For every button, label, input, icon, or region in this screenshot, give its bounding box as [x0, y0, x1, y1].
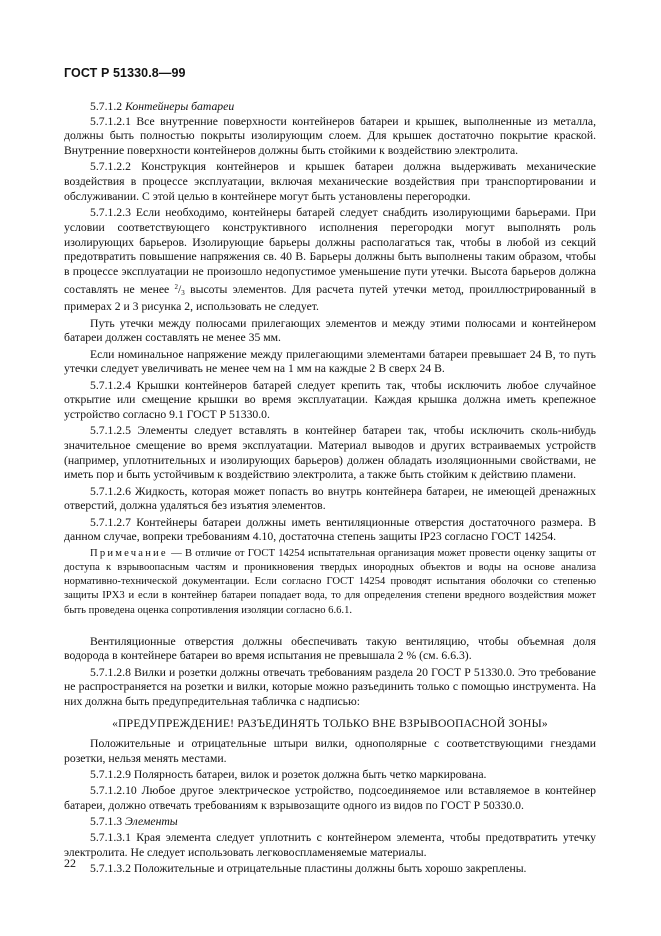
paragraph-5-7-1-3-2: 5.7.1.3.2 Положительные и отрицательные пластины должны быть хорошо закреплены.: [90, 862, 527, 876]
note-text: — В отличие от ГОСТ 14254 испытательная организация может провести оценку защиты от доступа к взрывоопасным частям и проникновения твердых инородных объектов и воды на основе анализа нормативно-технической документации. Если согласно ГОСТ 14254 проводят испытания оболочки со степенью защиты IPX3 и если в контейнер батареи попадает вода, то для определения степени вредного воздействия может быть проведена оценка сопротивления изоляции согласно 6.6.1.: [64, 547, 596, 616]
note: [64, 547, 596, 618]
note-label: Примечание: [90, 547, 168, 559]
section-title: Контейнеры батареи: [125, 100, 235, 113]
paragraph-5-7-1-2-2: 5.7.1.2.2 Конструкция контейнеров и крышек батареи должна выдерживать механические воздействия в процессе эксплуатации, включая механические воздействия при транспортировании и обслуживании. С этой целью в контейнере могут быть установлены перегородки.: [64, 160, 596, 203]
paragraph-nominal-voltage: Если номинальное напряжение между прилегающими элементами батареи превышает 24 В, то путь утечки следует увеличивать не менее чем на 1 мм на каждые 2 В сверх 24 В.: [64, 347, 596, 376]
paragraph-5-7-1-2-9: 5.7.1.2.9 Полярность батареи, вилок и розеток должна быть четко маркирована.: [90, 767, 487, 781]
paragraph-5-7-1-2-1: 5.7.1.2.1 Все внутренние поверхности контейнеров батареи и крышек, выполненные из металла, должны быть полностью покрыты изолирующим слоем. Для крышек достаточно покрытие краской. Внутренние поверхности контейнеров должны быть стойкими к воздействию электролита.: [64, 114, 596, 158]
section-number: 5.7.1.3: [90, 815, 123, 829]
paragraph-text-part1: 5.7.1.2.3 Если необходимо, контейнеры батарей следует снабдить изолирующими барьерами. При условии соответствующего конструктивного исполнения перегородки могут выполнять роль изолирующих барьеров. Изолирующие барьеры должны располагаться так, чтобы в любой из секций предотвратить повышение напряжения св. 40 В. Барьеры должны быть выполнены таким образом, чтобы в процессе эксплуатации не произошло недопустимое уменьшение пути утечки. Высота барьеров должна составлять не менее: [64, 206, 596, 296]
fraction-denominator: 3: [181, 288, 185, 297]
fraction-numerator: 2: [174, 282, 179, 291]
paragraph-5-7-1-2-6: 5.7.1.2.6 Жидкость, которая может попасть во внутрь контейнера батареи, не имеющей дренажных отверстий, должна удаляться без изъятия элементов.: [64, 484, 596, 513]
document-body: [64, 100, 596, 877]
section-number: 5.7.1.2: [90, 100, 123, 113]
paragraph-5-7-1-3-1: 5.7.1.3.1 Края элемента следует уплотнить с контейнером элемента, чтобы предотвратить утечку электролита. Не следует использовать легковоспламеняемые материалы.: [64, 831, 596, 860]
section-title: Элементы: [125, 815, 178, 829]
paragraph-5-7-1-2-7: 5.7.1.2.7 Контейнеры батареи должны иметь вентиляционные отверстия достаточного размера. В данном случае, вопреки требованиям 4.10, достаточна степень защиты IP23 согласно ГОСТ 14254.: [64, 515, 596, 544]
paragraph-ventilation: Вентиляционные отверстия должны обеспечивать такую вентиляцию, чтобы объемная доля водорода в контейнере батареи во время испытания не превышала 2 % (см. 6.6.3).: [64, 634, 596, 663]
section-heading-5-7-1-3: [64, 815, 596, 830]
paragraph-text-part2: высоты элементов. Для расчета путей утечки метод, проиллюстрированный в примерах 2 и 3 рисунка 2, использовать не следует.: [64, 282, 597, 314]
paragraph-5-7-1-2-3: 5.7.1.2.3 Если необходимо, контейнеры батарей следует снабдить изолирующими барьерами. При условии соответствующего конструктивного исполнения перегородки могут выполнять роль изолирующих барьеров. Изолирующие барьеры должны располагаться так, чтобы в любой из секций предотвратить повышение напряжения св. 40 В. Барьеры должны быть выполнены таким образом, чтобы в процессе эксплуатации не произошло недопустимое уменьшение пути утечки. Высота барьеров должна составлять не менее $^2/_3$ высоты элементов. Для расчета путей утечки метод, проиллюстрированный в примерах 2 и 3 рисунка 2, использовать не следует.: [64, 206, 597, 314]
warning-label-text: «ПРЕДУПРЕЖДЕНИЕ! РАЗЪЕДИНЯТЬ ТОЛЬКО ВНЕ ВЗРЫВООПАСНОЙ ЗОНЫ»: [112, 716, 548, 730]
paragraph-5-7-1-2-5: 5.7.1.2.5 Элементы следует вставлять в контейнер батареи так, чтобы исключить сколь-нибудь значительное смещение во время эксплуатации. Материал выводов и других встраиваемых устройств (например, уплотнительных и изолирующих барьеров) должен обладать изоляционными свойствами, не иметь пор и быть устойчивым к воздействию электролита, а также быть стойким к действию пламени.: [64, 424, 596, 482]
paragraph-5-7-1-2-10: 5.7.1.2.10 Любое другое электрическое устройство, подсоединяемое или вставляемое в контейнер батареи, должно отвечать требованиям к взрывозащите одного из видов по ГОСТ Р 50330.0.: [64, 784, 596, 812]
page-number: 22: [64, 856, 76, 870]
paragraph-5-7-1-2-4: 5.7.1.2.4 Крышки контейнеров батарей следует крепить так, чтобы исключить любое случайное открытие или смещение крышки во время эксплуатации. Каждая крышка должна иметь крепежное устройство согласно 9.1 ГОСТ Р 51330.0.: [64, 378, 596, 422]
document-header: ГОСТ Р 51330.8—99: [64, 66, 186, 80]
section-heading-5-7-1-2: [64, 100, 596, 115]
paragraph-plug-pins: Положительные и отрицательные штыри вилки, однополярные с соответствующими гнездами розетки, нельзя менять местами.: [64, 736, 596, 765]
paragraph-5-7-1-2-8: 5.7.1.2.8 Вилки и розетки должны отвечать требованиям раздела 20 ГОСТ Р 51330.0. Это требование не распространяется на розетки и вилки, которые можно разъединить только с помощью инструмента. На них должна быть предупредительная табличка с надписью:: [64, 665, 596, 709]
paragraph-leakage-path: Путь утечки между полюсами прилегающих элементов и между этими полюсами и контейнером батареи должен составлять не менее 35 мм.: [64, 316, 596, 345]
spacer: [64, 618, 596, 635]
